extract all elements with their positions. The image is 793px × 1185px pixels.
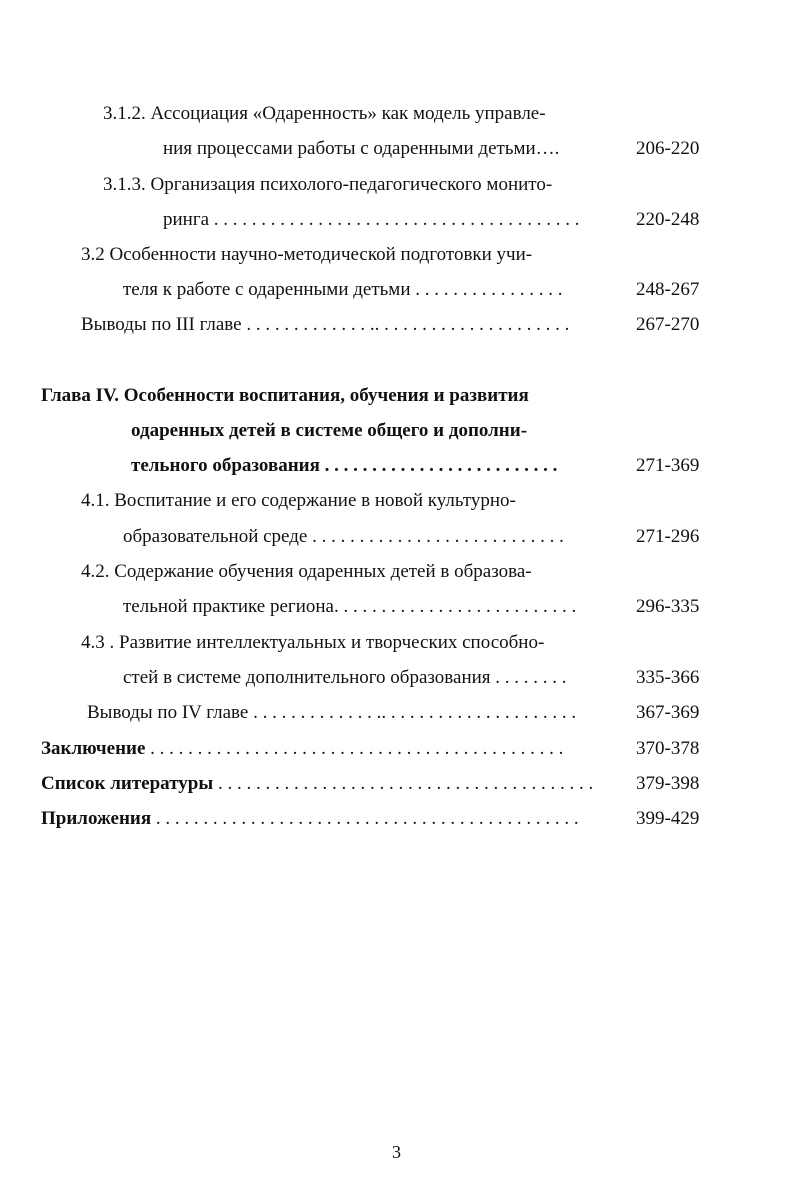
toc-entry-conclusions-4: Выводы по IV главе . . . . . . . . . . . . . .. . . . . . . . . . . . . . . . . . . . .	[87, 702, 577, 723]
toc-entry-appendices	[41, 808, 579, 832]
toc-entry-3-2-pages: 248-267	[636, 279, 700, 300]
toc-entry-4-1-line-1: 4.1. Воспитание и его содержание в новой культурно-	[81, 490, 516, 511]
toc-entry-3-2-line-1: 3.2 Особенности научно-методической подготовки учи-	[81, 244, 533, 265]
toc-chapter-4-line-2: одаренных детей в системе общего и дополни-	[131, 420, 528, 441]
toc-entry-4-1-line-2: образовательной среде . . . . . . . . . . . . . . . . . . . . . . . . . . .	[123, 526, 564, 547]
toc-entry-conclusion	[41, 738, 563, 762]
toc-chapter-4-line-3-text: тельного образования . . . . . . . . . . . . . . . . . . . . . . . . .	[131, 455, 558, 476]
toc-entry-3-1-2-pages: 206-220	[636, 138, 700, 159]
toc-chapter-4-pages: 271-369	[636, 455, 700, 476]
toc-entry-4-3-line-1: 4.3 . Развитие интеллектуальных и творческих способно-	[81, 632, 545, 653]
toc-chapter-4-line-1: Глава IV. Особенности воспитания, обучения и развития	[41, 385, 529, 406]
toc-entry-4-2-line-1: 4.2. Содержание обучения одаренных детей в образова-	[81, 561, 532, 582]
toc-entry-conclusion-title: Заключение	[41, 738, 146, 759]
toc-entry-appendices-title: Приложения	[41, 808, 152, 829]
toc-entry-appendices-leader: . . . . . . . . . . . . . . . . . . . . . . . . . . . . . . . . . . . . . . . . . . . . .	[151, 808, 579, 829]
toc-entry-conclusions-3-pages: 267-270	[636, 314, 700, 335]
toc-chapter-4-line-3	[131, 455, 557, 479]
toc-entry-4-2-line-2: тельной практике региона. . . . . . . . . . . . . . . . . . . . . . . . . .	[123, 596, 577, 617]
toc-entry-references-pages: 379-398	[636, 773, 700, 794]
toc-entry-3-1-2-line-2: ния процессами работы с одаренными детьми….	[163, 138, 560, 159]
toc-entry-3-1-2-line-1: 3.1.2. Ассоциация «Одаренность» как модель управле-	[103, 103, 546, 124]
toc-entry-4-1-pages: 271-296	[636, 526, 700, 547]
toc-entry-conclusions-3: Выводы по III главе . . . . . . . . . . . . . .. . . . . . . . . . . . . . . . . . . . .	[81, 314, 570, 335]
page-number: 3	[392, 1142, 401, 1162]
toc-entry-conclusions-4-pages: 367-369	[636, 702, 700, 723]
toc-entry-references	[41, 773, 593, 797]
toc-entry-conclusion-pages: 370-378	[636, 738, 700, 759]
toc-entry-appendices-pages: 399-429	[636, 808, 700, 829]
toc-entry-references-leader: . . . . . . . . . . . . . . . . . . . . . . . . . . . . . . . . . . . . . . . .	[213, 773, 594, 794]
toc-entry-3-1-3-line-1: 3.1.3. Организация психолого-педагогического монито-	[103, 174, 553, 195]
toc-entry-4-3-line-2: стей в системе дополнительного образования . . . . . . . .	[123, 667, 567, 688]
toc-entry-4-3-pages: 335-366	[636, 667, 700, 688]
toc-entry-3-2-line-2: теля к работе с одаренными детьми . . . . . . . . . . . . . . . .	[123, 279, 563, 300]
toc-entry-4-2-pages: 296-335	[636, 596, 700, 617]
toc-entry-conclusion-leader: . . . . . . . . . . . . . . . . . . . . . . . . . . . . . . . . . . . . . . . . . . . .	[145, 738, 564, 759]
toc-entry-references-title: Список литературы	[41, 773, 214, 794]
toc-entry-3-1-3-line-2: ринга . . . . . . . . . . . . . . . . . . . . . . . . . . . . . . . . . . . . . . .	[163, 209, 580, 230]
toc-entry-3-1-3-pages: 220-248	[636, 209, 700, 230]
